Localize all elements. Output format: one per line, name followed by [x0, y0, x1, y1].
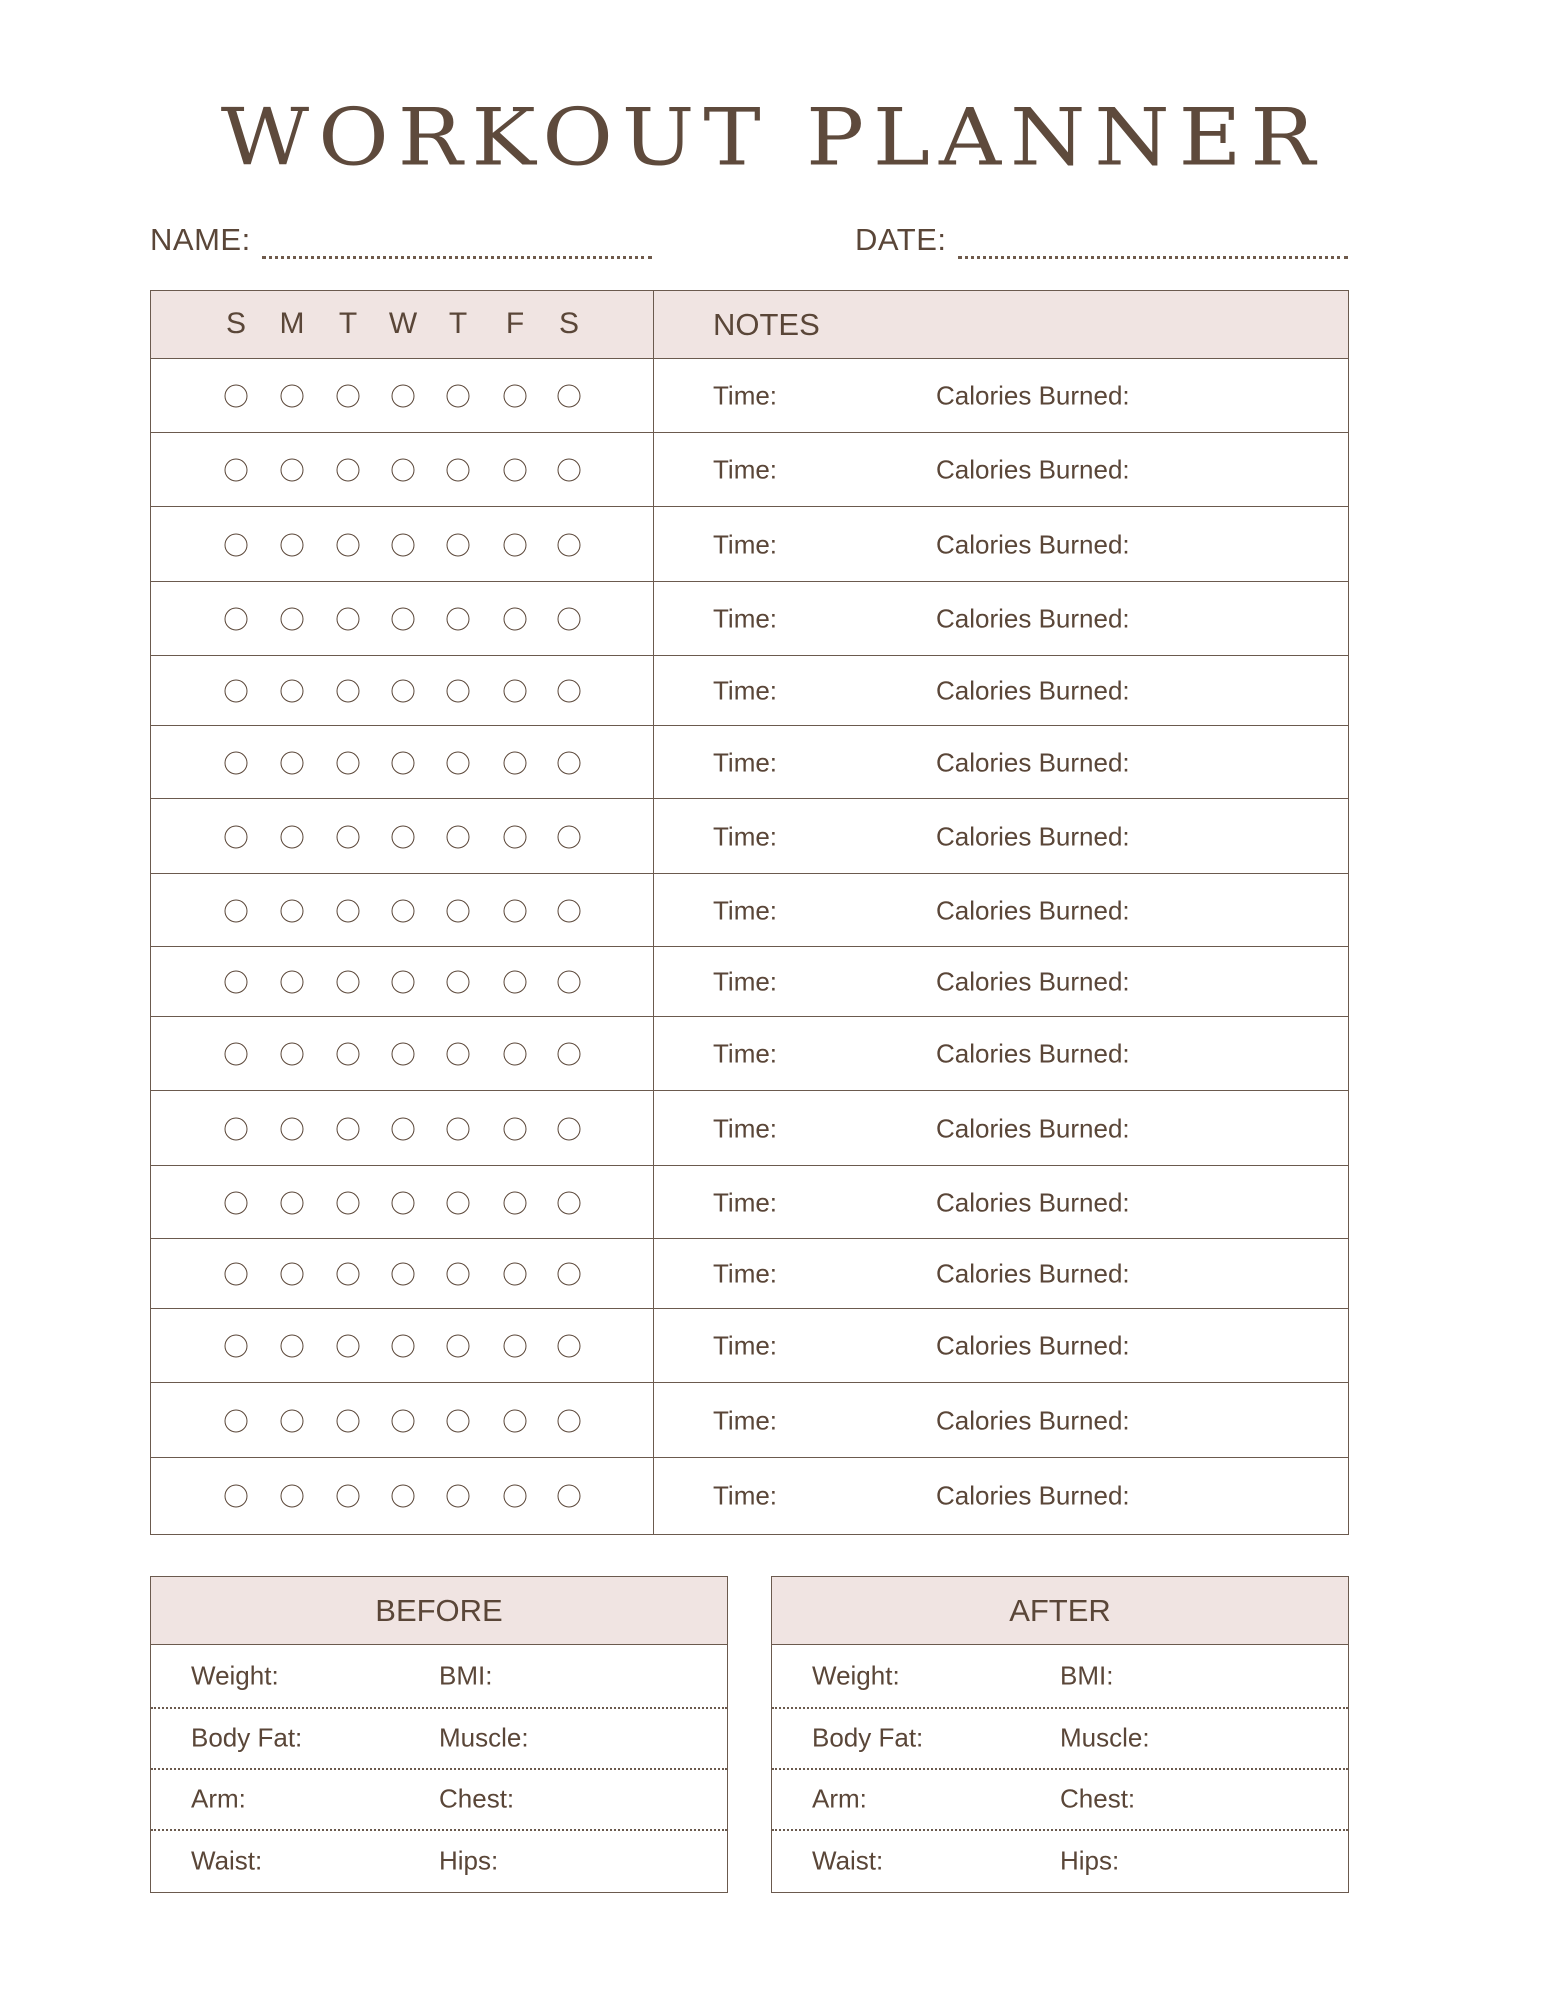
time-label: Time:: [713, 380, 778, 411]
day-checkbox[interactable]: [225, 1117, 248, 1140]
day-checkbox[interactable]: [504, 1409, 527, 1432]
after-row: [772, 1645, 1348, 1709]
day-checkbox[interactable]: [558, 1191, 581, 1214]
day-checkbox[interactable]: [337, 459, 360, 482]
measurement-label: Muscle:: [439, 1722, 529, 1752]
day-checkbox[interactable]: [392, 1191, 415, 1214]
time-label: Time:: [713, 603, 778, 634]
day-checkbox[interactable]: [558, 1485, 581, 1508]
day-checkbox[interactable]: [281, 1335, 304, 1358]
day-checkbox[interactable]: [504, 1043, 527, 1066]
table-row: [151, 1458, 1348, 1535]
day-checkbox[interactable]: [225, 1191, 248, 1214]
day-checkbox[interactable]: [504, 1117, 527, 1140]
day-label: F: [505, 307, 525, 340]
day-checkbox[interactable]: [558, 1117, 581, 1140]
day-checkbox[interactable]: [225, 1263, 248, 1286]
time-label: Time:: [713, 747, 778, 777]
table-header-row: [151, 291, 1348, 359]
table-row: [151, 433, 1348, 507]
calories-label: Calories Burned:: [936, 821, 1130, 851]
time-label: Time:: [713, 1187, 778, 1217]
table-row: [151, 874, 1348, 947]
table-row: [151, 947, 1348, 1017]
day-checkbox[interactable]: [504, 680, 527, 703]
day-checkbox[interactable]: [447, 971, 470, 994]
day-checkbox[interactable]: [447, 751, 470, 774]
day-checkbox[interactable]: [225, 1043, 248, 1066]
before-measurements: [150, 1576, 728, 1893]
time-label: Time:: [713, 966, 778, 997]
day-checkbox[interactable]: [225, 608, 248, 631]
day-checkbox[interactable]: [281, 1485, 304, 1508]
name-underline[interactable]: [262, 256, 652, 259]
day-checkbox[interactable]: [504, 533, 527, 556]
day-label: S: [225, 307, 247, 340]
day-checkbox[interactable]: [281, 385, 304, 408]
date-field[interactable]: [855, 222, 947, 258]
calories-label: Calories Burned:: [936, 1113, 1130, 1143]
day-checkbox[interactable]: [337, 385, 360, 408]
day-checkbox[interactable]: [447, 608, 470, 631]
day-checkbox[interactable]: [392, 825, 415, 848]
day-checkbox[interactable]: [504, 751, 527, 774]
measurement-label: Hips:: [1060, 1845, 1120, 1875]
measurement-label: BMI:: [439, 1660, 493, 1691]
day-checkbox[interactable]: [281, 1043, 304, 1066]
calories-label: Calories Burned:: [936, 966, 1130, 997]
calories-label: Calories Burned:: [936, 380, 1130, 411]
day-checkbox[interactable]: [225, 1485, 248, 1508]
day-label: T: [338, 307, 358, 340]
notes-header: NOTES: [713, 307, 820, 342]
day-checkbox[interactable]: [281, 680, 304, 703]
calories-label: Calories Burned:: [936, 529, 1130, 559]
column-divider: [653, 291, 654, 1534]
after-row: [772, 1768, 1348, 1831]
measurement-label: Chest:: [1060, 1783, 1136, 1813]
calories-label: Calories Burned:: [936, 1258, 1130, 1289]
day-checkbox[interactable]: [392, 680, 415, 703]
day-checkbox[interactable]: [337, 825, 360, 848]
day-checkbox[interactable]: [392, 1409, 415, 1432]
day-checkbox[interactable]: [337, 1191, 360, 1214]
measurement-label: Arm:: [191, 1783, 246, 1813]
time-label: Time:: [713, 821, 778, 851]
day-checkbox[interactable]: [337, 1335, 360, 1358]
day-checkbox[interactable]: [392, 1263, 415, 1286]
day-checkbox[interactable]: [447, 1191, 470, 1214]
measurement-label: BMI:: [1060, 1660, 1114, 1691]
day-checkbox[interactable]: [558, 825, 581, 848]
table-row: [151, 726, 1348, 799]
measurement-label: Chest:: [439, 1783, 515, 1813]
table-row: [151, 799, 1348, 874]
day-checkbox[interactable]: [337, 1409, 360, 1432]
day-checkbox[interactable]: [504, 1335, 527, 1358]
day-checkbox[interactable]: [392, 608, 415, 631]
day-checkbox[interactable]: [392, 1043, 415, 1066]
table-row: [151, 1166, 1348, 1239]
calories-label: Calories Burned:: [936, 895, 1130, 925]
day-checkbox[interactable]: [281, 533, 304, 556]
table-row: [151, 507, 1348, 582]
day-checkbox[interactable]: [447, 1485, 470, 1508]
table-row: [151, 582, 1348, 656]
day-checkbox[interactable]: [225, 971, 248, 994]
calories-label: Calories Burned:: [936, 675, 1130, 706]
day-checkbox[interactable]: [447, 1263, 470, 1286]
calories-label: Calories Burned:: [936, 1330, 1130, 1361]
table-row: [151, 359, 1348, 433]
date-label: DATE:: [855, 222, 947, 257]
calories-label: Calories Burned:: [936, 1038, 1130, 1069]
day-checkbox[interactable]: [281, 1191, 304, 1214]
measurement-label: Body Fat:: [812, 1722, 924, 1752]
day-checkbox[interactable]: [392, 385, 415, 408]
after-header: AFTER: [772, 1577, 1348, 1645]
day-checkbox[interactable]: [504, 459, 527, 482]
day-checkbox[interactable]: [281, 1409, 304, 1432]
day-checkbox[interactable]: [337, 899, 360, 922]
calories-label: Calories Burned:: [936, 1405, 1130, 1435]
table-row: [151, 1091, 1348, 1166]
day-checkbox[interactable]: [225, 899, 248, 922]
day-checkbox[interactable]: [392, 899, 415, 922]
day-checkbox[interactable]: [558, 680, 581, 703]
before-row: [151, 1829, 727, 1892]
day-checkbox[interactable]: [225, 385, 248, 408]
after-measurements: [771, 1576, 1349, 1893]
calories-label: Calories Burned:: [936, 454, 1130, 485]
page-title: WORKOUT PLANNER: [220, 92, 1325, 184]
time-label: Time:: [713, 895, 778, 925]
measurement-label: Weight:: [812, 1660, 900, 1691]
day-checkbox[interactable]: [337, 680, 360, 703]
day-checkbox[interactable]: [337, 1263, 360, 1286]
day-checkbox[interactable]: [558, 1409, 581, 1432]
time-label: Time:: [713, 1113, 778, 1143]
date-underline[interactable]: [958, 256, 1348, 259]
time-label: Time:: [713, 454, 778, 485]
day-checkbox[interactable]: [392, 459, 415, 482]
day-checkbox[interactable]: [281, 1117, 304, 1140]
day-label: W: [388, 307, 418, 340]
time-label: Time:: [713, 675, 778, 706]
day-checkbox[interactable]: [281, 608, 304, 631]
measurement-label: Waist:: [812, 1845, 884, 1875]
before-row: [151, 1768, 727, 1831]
calories-label: Calories Burned:: [936, 1187, 1130, 1217]
day-checkbox[interactable]: [225, 751, 248, 774]
day-checkbox[interactable]: [504, 385, 527, 408]
day-checkbox[interactable]: [447, 1117, 470, 1140]
day-checkbox[interactable]: [558, 459, 581, 482]
day-checkbox[interactable]: [558, 899, 581, 922]
day-checkbox[interactable]: [225, 459, 248, 482]
table-row: [151, 1383, 1348, 1458]
time-label: Time:: [713, 529, 778, 559]
table-row: [151, 1017, 1348, 1091]
time-label: Time:: [713, 1405, 778, 1435]
calories-label: Calories Burned:: [936, 1480, 1130, 1511]
day-checkbox[interactable]: [225, 533, 248, 556]
day-checkbox[interactable]: [392, 1117, 415, 1140]
day-label: T: [448, 307, 468, 340]
day-checkbox[interactable]: [281, 899, 304, 922]
day-checkbox[interactable]: [447, 825, 470, 848]
day-checkbox[interactable]: [558, 608, 581, 631]
day-checkbox[interactable]: [392, 751, 415, 774]
day-checkbox[interactable]: [504, 899, 527, 922]
day-checkbox[interactable]: [225, 1409, 248, 1432]
day-checkbox[interactable]: [558, 1043, 581, 1066]
day-checkbox[interactable]: [447, 899, 470, 922]
day-checkbox[interactable]: [392, 533, 415, 556]
before-header: BEFORE: [151, 1577, 727, 1645]
after-row: [772, 1829, 1348, 1892]
table-row: [151, 656, 1348, 726]
table-row: [151, 1239, 1348, 1309]
day-checkbox[interactable]: [225, 680, 248, 703]
day-checkbox[interactable]: [337, 1117, 360, 1140]
day-checkbox[interactable]: [558, 751, 581, 774]
day-checkbox[interactable]: [392, 1335, 415, 1358]
after-row: [772, 1707, 1348, 1770]
day-checkbox[interactable]: [337, 751, 360, 774]
day-checkbox[interactable]: [392, 1485, 415, 1508]
day-checkbox[interactable]: [281, 825, 304, 848]
day-checkbox[interactable]: [558, 533, 581, 556]
day-checkbox[interactable]: [558, 385, 581, 408]
day-checkbox[interactable]: [447, 680, 470, 703]
day-checkbox[interactable]: [504, 971, 527, 994]
day-checkbox[interactable]: [337, 971, 360, 994]
measurement-label: Waist:: [191, 1845, 263, 1875]
day-checkbox[interactable]: [225, 825, 248, 848]
day-label: M: [279, 307, 305, 340]
day-checkbox[interactable]: [447, 385, 470, 408]
before-row: [151, 1707, 727, 1770]
measurement-label: Arm:: [812, 1783, 867, 1813]
day-checkbox[interactable]: [281, 1263, 304, 1286]
day-checkbox[interactable]: [447, 459, 470, 482]
time-label: Time:: [713, 1330, 778, 1361]
time-label: Time:: [713, 1480, 778, 1511]
day-checkbox[interactable]: [447, 1043, 470, 1066]
day-checkbox[interactable]: [337, 1485, 360, 1508]
day-checkbox[interactable]: [558, 1263, 581, 1286]
measurement-label: Body Fat:: [191, 1722, 303, 1752]
measurement-label: Weight:: [191, 1660, 279, 1691]
table-row: [151, 1309, 1348, 1383]
calories-label: Calories Burned:: [936, 603, 1130, 634]
name-field[interactable]: [150, 222, 251, 258]
day-checkbox[interactable]: [447, 1335, 470, 1358]
day-checkbox[interactable]: [225, 1335, 248, 1358]
day-checkbox[interactable]: [447, 1409, 470, 1432]
time-label: Time:: [713, 1038, 778, 1069]
day-checkbox[interactable]: [504, 825, 527, 848]
workout-log-table: [150, 290, 1349, 1535]
day-checkbox[interactable]: [392, 971, 415, 994]
before-row: [151, 1645, 727, 1709]
day-checkbox[interactable]: [504, 1191, 527, 1214]
time-label: Time:: [713, 1258, 778, 1289]
measurement-label: Muscle:: [1060, 1722, 1150, 1752]
day-checkbox[interactable]: [337, 533, 360, 556]
day-checkbox[interactable]: [504, 1485, 527, 1508]
name-label: NAME:: [150, 222, 251, 257]
day-checkbox[interactable]: [504, 608, 527, 631]
day-checkbox[interactable]: [558, 1335, 581, 1358]
day-checkbox[interactable]: [281, 751, 304, 774]
day-checkbox[interactable]: [337, 608, 360, 631]
calories-label: Calories Burned:: [936, 747, 1130, 777]
day-checkbox[interactable]: [281, 971, 304, 994]
day-checkbox[interactable]: [558, 971, 581, 994]
day-checkbox[interactable]: [504, 1263, 527, 1286]
measurement-label: Hips:: [439, 1845, 499, 1875]
day-checkbox[interactable]: [337, 1043, 360, 1066]
day-checkbox[interactable]: [281, 459, 304, 482]
day-label: S: [558, 307, 580, 340]
day-checkbox[interactable]: [447, 533, 470, 556]
